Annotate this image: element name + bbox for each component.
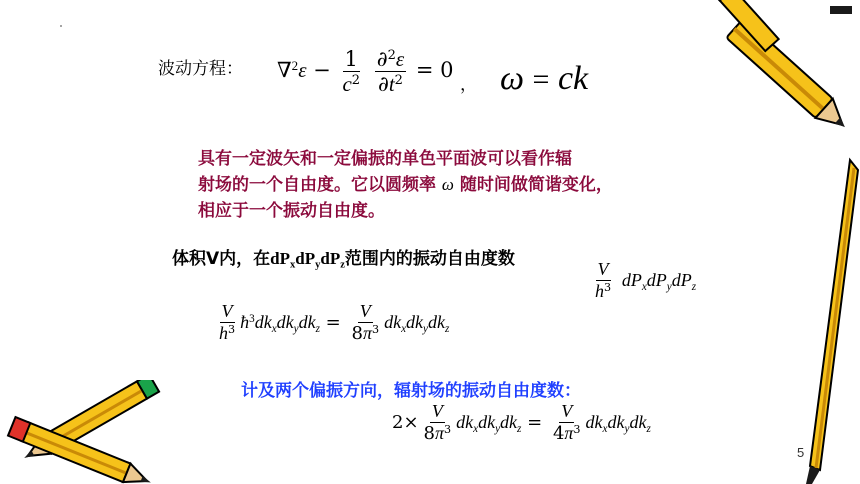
page-number: 5 (797, 445, 805, 460)
pencil-illustration-top-right (700, 0, 860, 484)
degree-of-freedom-description (198, 146, 613, 224)
wave-equation-label: 波动方程： (158, 59, 243, 79)
para1-line3: 相应于一个振动自由度。 (198, 201, 385, 221)
para1-line1: 具有一定波矢和一定偏振的单色平面波可以看作辐 (198, 149, 572, 169)
pencil-illustration-bottom-left (0, 380, 180, 484)
polarization-note: 计及两个偏振方向，辐射场的振动自由度数： (241, 381, 581, 401)
para1-line2: 射场的一个自由度。它以圆频率 ω 随时间做简谐变化， (198, 175, 613, 195)
dispersion-relation: ω = ck (500, 60, 589, 97)
total-freedom-expression: 2× $\frac{V}{8\pi^3}$ $dk_xdk_ydk_z$ = $\frac{V}{4\pi^3}$ $dk_xdk_ydk_z$ (392, 401, 651, 445)
wavevector-volume-expression: $\frac{V}{h^3}$ $ħ^3dk_xdk_ydk_z$ = $\frac{V}{8\pi^3}$ $dk_xdk_ydk_z$ (219, 301, 450, 345)
omega-symbol: ω (441, 175, 454, 194)
wave-equation: ∇$^2$ε − $\frac{1}{c^2}$ $\frac{\partial^2\varepsilon}{\partial t^2}$ = 0 (277, 47, 454, 97)
corner-dot (60, 25, 62, 27)
equation-separator: ， (460, 75, 477, 95)
volume-statement: 体积V内，在$dP_xdP_ydP_z$范围内的振动自由度数 (172, 249, 515, 271)
momentum-volume-expression: $\frac{V}{h^3}$ $dP_xdP_ydP_z$ (595, 259, 697, 302)
